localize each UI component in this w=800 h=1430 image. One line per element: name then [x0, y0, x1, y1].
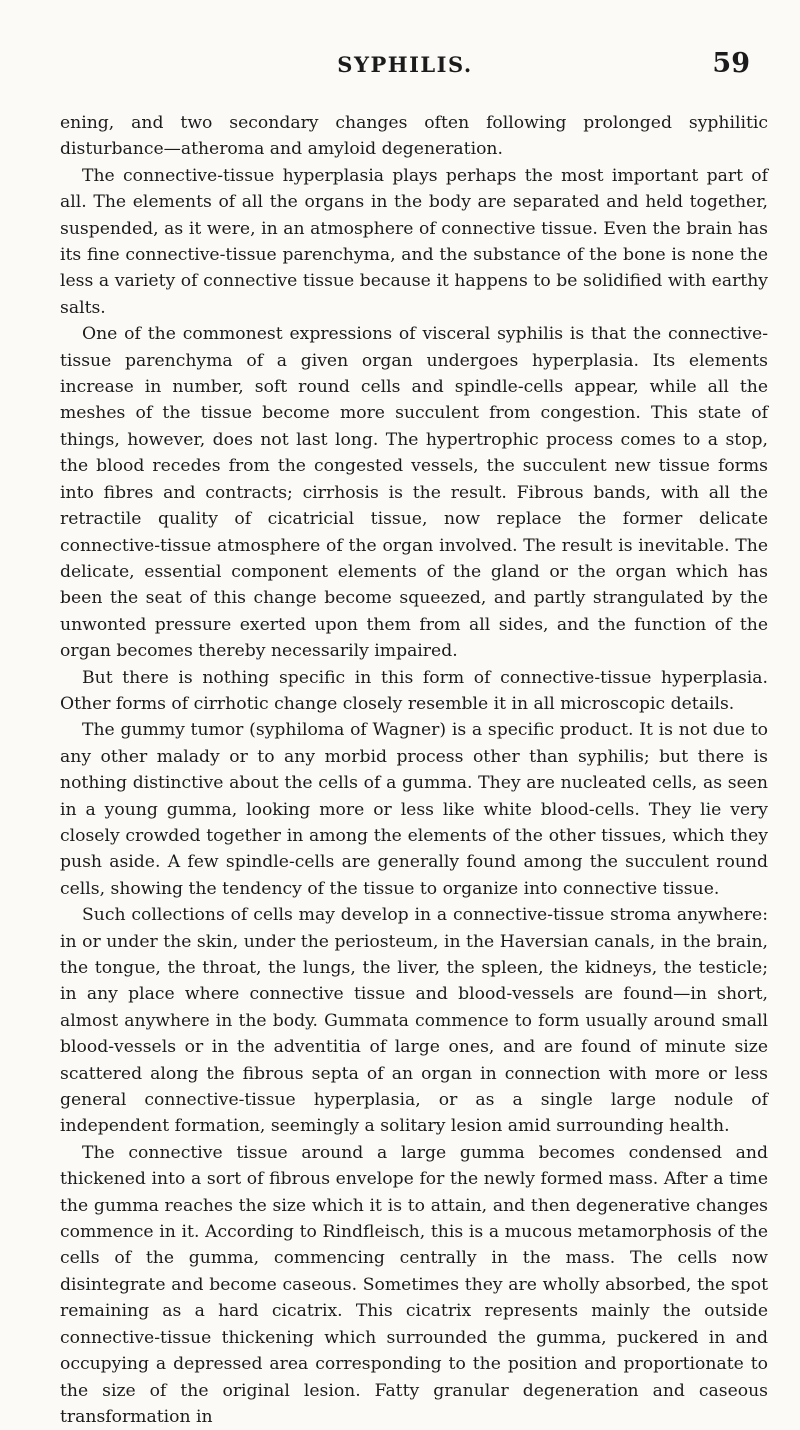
- paragraph-cell-collections: Such collections of cells may develop in a connective-tissue stroma anywhere: in or under the skin, under the periosteum, in the Haversian canals, in the brain, the tongue, the throat, the lungs, the liver, the spleen, the kidneys, the testicle; in any place where connective tissue and blood-vessels are found—in short, almost anywhere in the body. Gummata commence to form usually around small blood-vessels or in the adventitia of large ones, and are found of minute size scattered along the fibrous septa of an organ in connection with more or less general connective-tissue hyperplasia, or as a single large nodule of independent formation, seemingly a solitary lesion amid surrounding health.: [60, 905, 768, 1137]
- paragraph-gumma-degeneration: The connective tissue around a large gumma becomes condensed and thickened into a sort of fibrous envelope for the newly formed mass. After a time the gumma reaches the size which it is to attain, and then degenerative changes commence in it. According to Rindfleisch, this is a mucous metamorphosis of the cells of the gumma, commencing centrally in the mass. The cells now disintegrate and become caseous. Sometimes they are wholly absorbed, the spot remaining as a hard cicatrix. This cicatrix represents mainly the outside connective-tissue thickening which surrounded the gumma, puckered in and occupying a depressed area corresponding to the position and proportionate to the size of the original lesion. Fatty granular degeneration and caseous transformation in: [60, 1142, 768, 1427]
- body-text: [60, 110, 768, 1430]
- running-title: SYPHILIS.: [337, 52, 473, 77]
- running-head: [60, 48, 750, 92]
- paragraph-nothing-specific: But there is nothing specific in this form of connective-tissue hyperplasia. Other forms of cirrhotic change closely resemble it in all microscopic details.: [60, 667, 768, 714]
- paragraph-connective-tissue: The connective-tissue hyperplasia plays perhaps the most important part of all. The elements of all the organs in the body are separated and held together, suspended, as it were, in an atmosphere of connective tissue. Even the brain has its fine connective-tissue parenchyma, and the substance of the bone is none the less a variety of connective tissue because it happens to be solidified with earthy salts.: [60, 165, 768, 318]
- paragraph-gummy-tumor: The gummy tumor (syphiloma of Wagner) is a specific product. It is not due to any other malady or to any morbid process other than syphilis; but there is nothing distinctive about the cells of a gumma. They are nucleated cells, as seen in a young gumma, looking more or less like white blood-cells. They lie very closely crowded together in among the elements of the other tissues, which they push aside. A few spindle-cells are generally found among the succulent round cells, showing the tendency of the tissue to organize into connective tissue.: [60, 720, 768, 899]
- paragraph-visceral-syphilis: One of the commonest expressions of visceral syphilis is that the connective-tissue parenchyma of a given organ undergoes hyperplasia. Its elements increase in number, soft round cells and spindle-cells appear, while all the meshes of the tissue become more succulent from congestion. This state of things, however, does not last long. The hypertrophic process comes to a stop, the blood recedes from the congested vessels, the succulent new tissue forms into fibres and contracts; cirrhosis is the result. Fibrous bands, with all the retractile quality of cicatricial tissue, now replace the former delicate connective-tissue atmosphere of the organ involved. The result is inevitable. The delicate, essential component elements of the gland or the organ which has been the seat of this change become squeezed, and partly strangulated by the unwonted pressure exerted upon them from all sides, and the function of the organ becomes thereby necessarily impaired.: [60, 324, 768, 662]
- paragraph-continued: ening, and two secondary changes often following prolonged syphilitic disturbance—atheroma and amyloid degeneration.: [60, 113, 768, 160]
- page-number: 59: [712, 48, 750, 79]
